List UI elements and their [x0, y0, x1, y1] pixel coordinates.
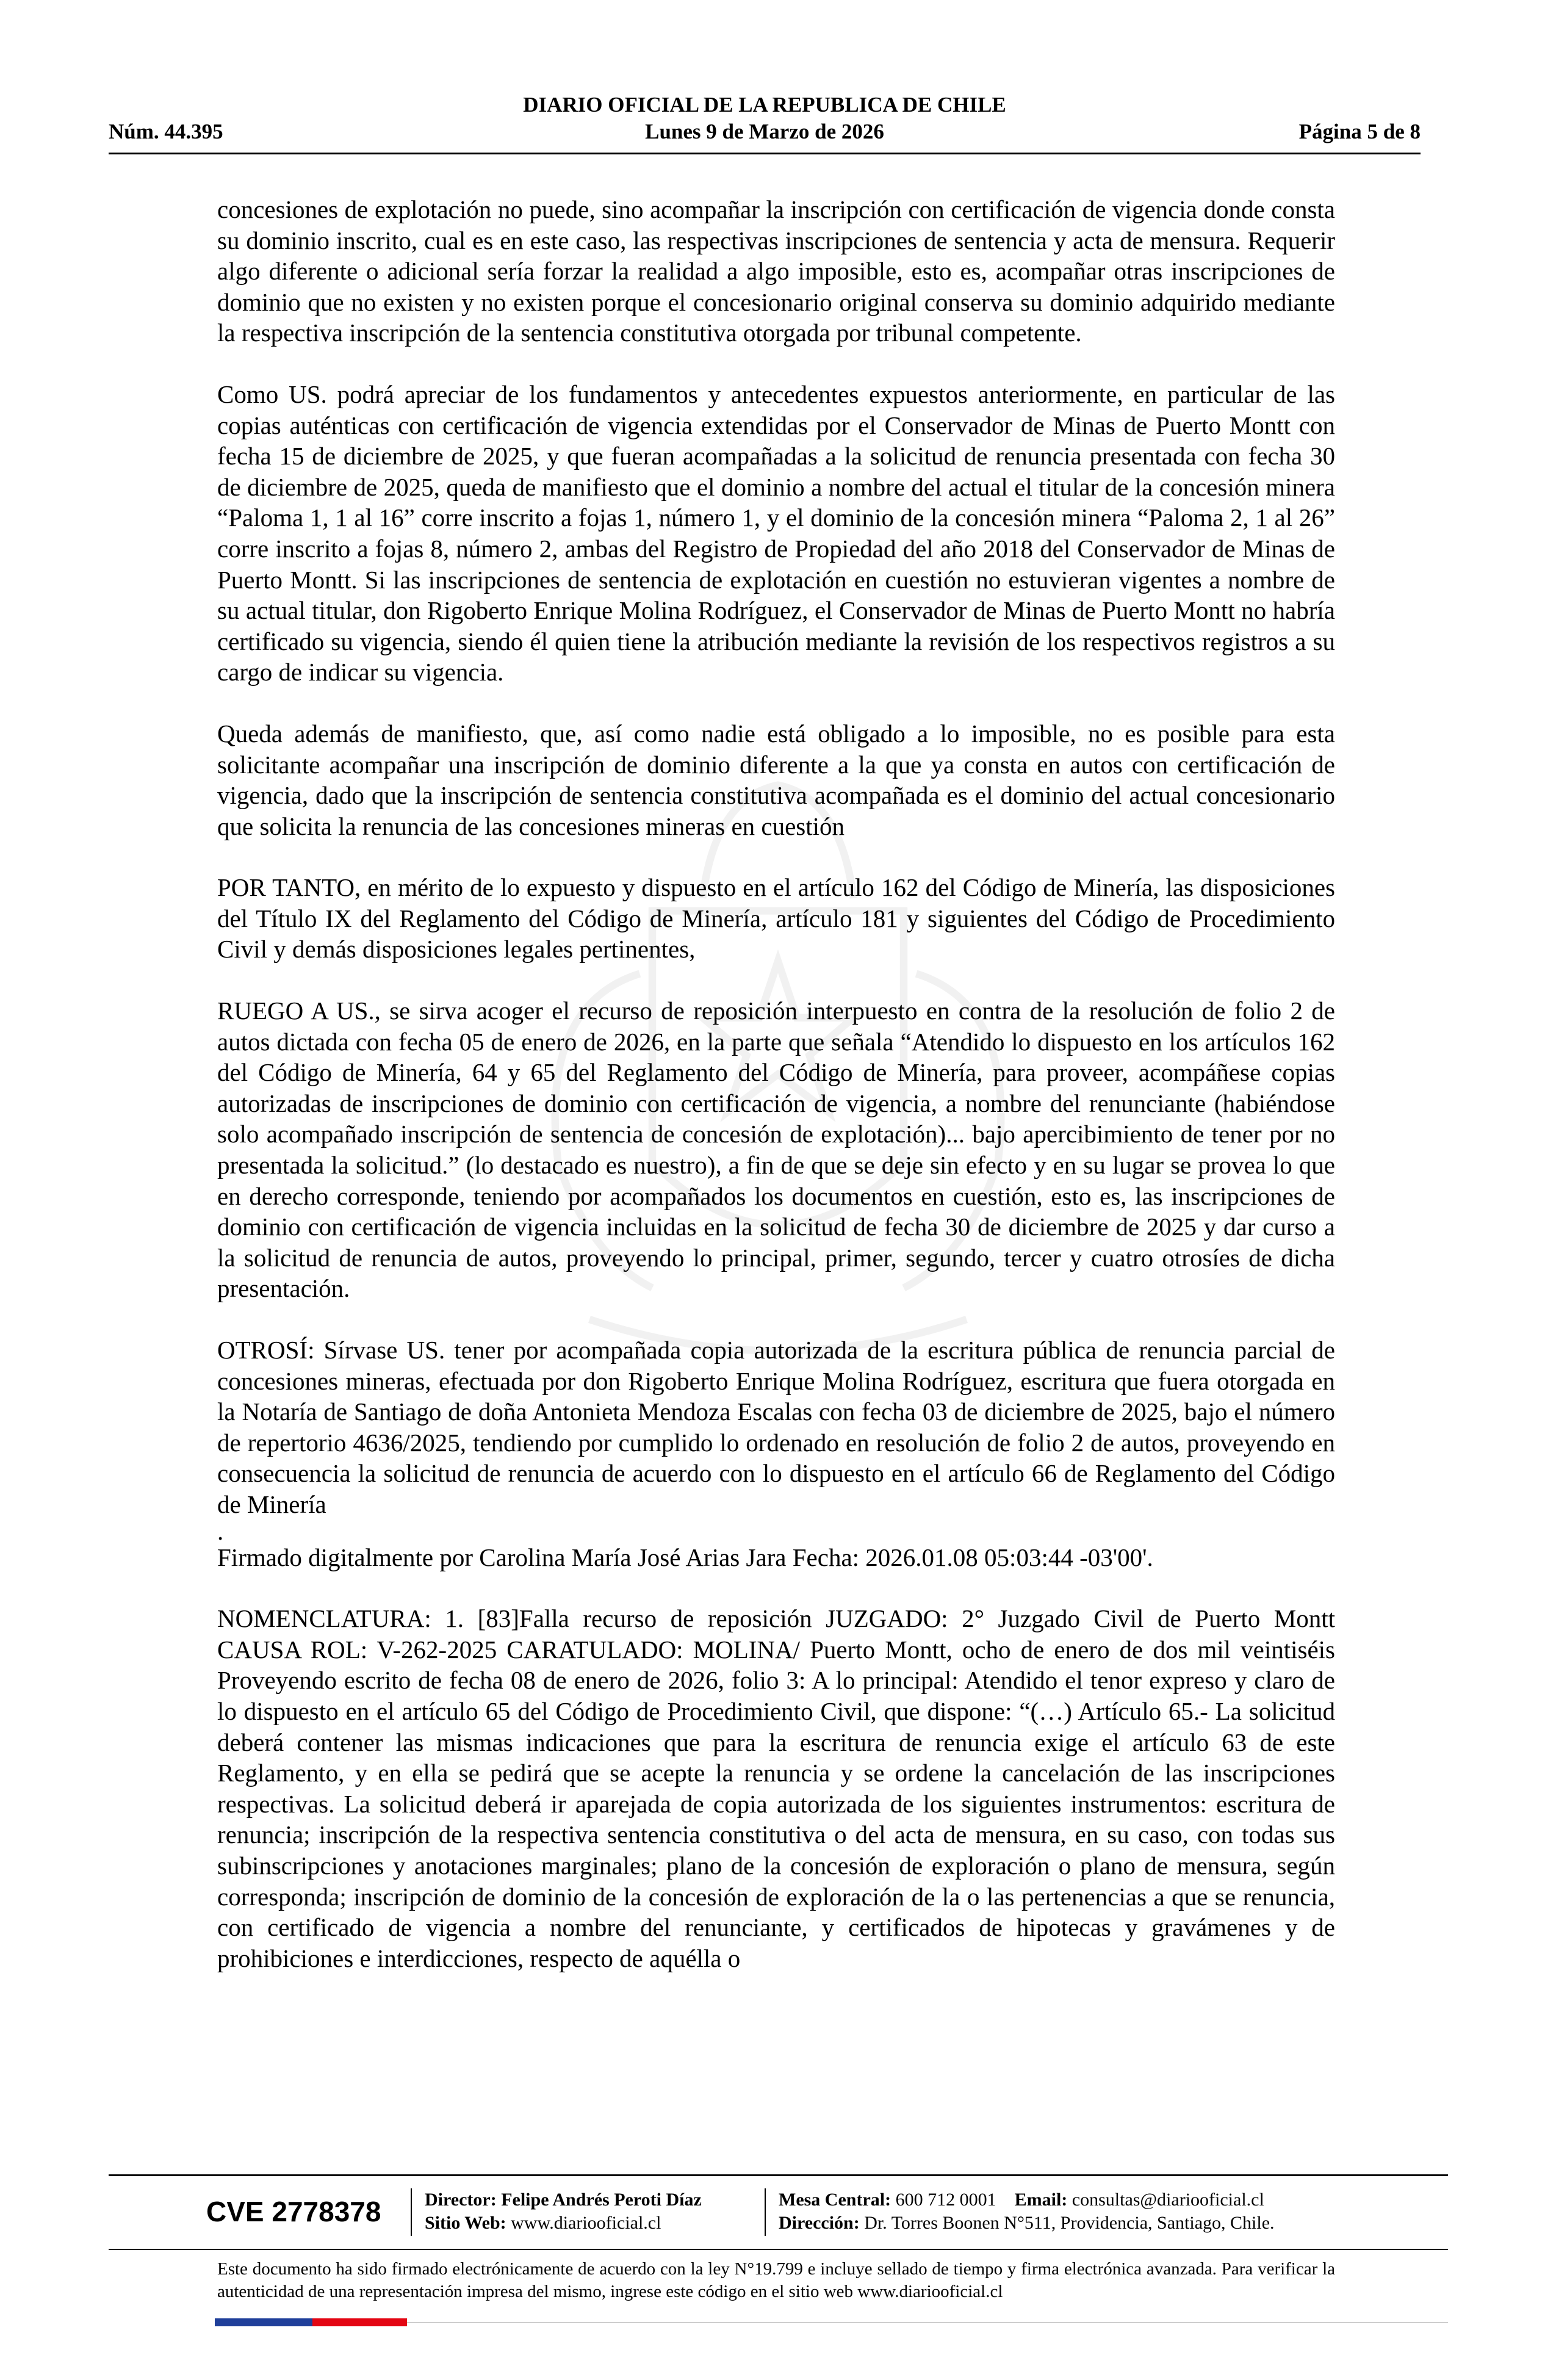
footer-contact-block	[779, 2188, 1275, 2235]
header-divider	[109, 153, 1421, 154]
footer-separator	[411, 2188, 412, 2236]
flag-bar-blue	[215, 2318, 312, 2326]
page-number: Página 5 de 8	[1298, 120, 1421, 143]
flag-bar-line	[407, 2322, 1448, 2323]
issue-number: Núm. 44.395	[109, 120, 223, 143]
director-label: Director:	[425, 2190, 497, 2210]
website-label: Sitio Web:	[425, 2213, 506, 2233]
body-paragraph: concesiones de explotación no puede, sino acompañar la inscripción con certificación de vigencia donde consta su dominio inscrito, cual es en este caso, las respectivas inscripciones de sentencia y acta de mensura. Requerir algo diferente o adicional sería forzar la realidad a algo imposible, esto es, acompañar otras inscripciones de dominio que no existen y no existen porque el concesionario original conserva su dominio adquirido mediante la respectiva inscripción de la sentencia constitutiva otorgada por tribunal competente.	[217, 195, 1335, 347]
body-paragraph: OTROSÍ: Sírvase US. tener por acompañada copia autorizada de la escritura pública de renuncia parcial de concesiones mineras, efectuada por don Rigoberto Enrique Molina Rodríguez, escritura que fuera otorgada en la Notaría de Santiago de doña Antonieta Mendoza Escalas con fecha 03 de diciembre de 2025, bajo el número de repertorio 4636/2025, tendiendo por cumplido lo ordenado en resolución de folio 2 de autos, proveyendo en consecuencia la solicitud de renuncia de acuerdo con lo dispuesto en el artículo 66 de Reglamento del Código de Minería	[217, 1336, 1335, 1518]
footer-divider	[109, 2174, 1448, 2176]
body-paragraph: NOMENCLATURA: 1. [83]Falla recurso de reposición JUZGADO: 2° Juzgado Civil de Puerto Montt CAUSA ROL: V-262-2025 CARATULADO: MOLINA/ Puerto Montt, ocho de enero de dos mil veintiséis Proveyendo escrito de fecha 08 de enero de 2026, folio 3: A lo principal: Atendido el tenor expreso y claro de lo dispuesto en el artículo 65 del Código de Procedimiento Civil, que dispone: “(…) Artículo 65.- La solicitud deberá contener las mismas indicaciones que para la escritura de renuncia exige el artículo 63 de este Reglamento, y en ella se pedirá que se acepte la renuncia y se ordene la cancelación de las inscripciones respectivas. La solicitud deberá ir aparejada de copia autorizada de los siguientes instrumentos: escritura de renuncia; inscripción de la respectiva sentencia constitutiva o del acta de mensura, en su caso, con todas sus subinscripciones y anotaciones marginales; plano de la concesión de exploración o plano de mensura, según corresponda; inscripción de dominio de la concesión de exploración de la o las pertenencias a que se renuncia, con certificado de vigencia a nombre del renunciante, y certificados de hipotecas y gravámenes y de prohibiciones e interdicciones, respecto de aquélla o	[217, 1604, 1335, 1972]
director-name: Felipe Andrés Peroti Díaz	[501, 2190, 702, 2210]
footer-info	[109, 2183, 1448, 2242]
footer-director-block	[425, 2188, 702, 2235]
page-header	[109, 92, 1421, 145]
email-label: Email:	[1014, 2190, 1068, 2210]
phone-number: 600 712 0001	[895, 2190, 996, 2210]
address-text: Dr. Torres Boonen N°511, Providencia, Santiago, Chile.	[864, 2213, 1275, 2233]
signature-line: Firmado digitalmente por Carolina María José Arias Jara Fecha: 2026.01.08 05:03:44 -03'00'.	[217, 1543, 1153, 1571]
address-label: Dirección:	[779, 2213, 860, 2233]
phone-label: Mesa Central:	[779, 2190, 891, 2210]
header-info-row	[109, 118, 1421, 145]
cve-code: CVE 2778378	[206, 2196, 381, 2227]
flag-bar-red	[312, 2318, 407, 2326]
email-link[interactable]: consultas@diariooficial.cl	[1072, 2190, 1264, 2210]
body-paragraph: POR TANTO, en mérito de lo expuesto y dispuesto en el artículo 162 del Código de Minería, las disposiciones del Título IX del Reglamento del Código de Minería, artículo 181 y siguientes del Código de Procedimiento Civil y demás disposiciones legales pertinentes,	[217, 873, 1335, 964]
legal-notice: Este documento ha sido firmado electrónicamente de acuerdo con la ley N°19.799 e incluye sellado de tiempo y firma electrónica avanzada. Para verificar la autenticidad de una representación impresa del mismo, ingrese este código en el sitio web www.diariooficial.cl	[217, 2259, 1335, 2301]
body-paragraph: Queda además de manifiesto, que, así como nadie está obligado a lo imposible, no es posible para esta solicitante acompañar una inscripción de dominio diferente a la que ya consta en autos con certificación de vigencia, dado que la inscripción de sentencia constitutiva acompañada es el dominio del actual concesionario que solicita la renuncia de las concesiones mineras en cuestión	[217, 719, 1335, 840]
publication-title: DIARIO OFICIAL DE LA REPUBLICA DE CHILE	[523, 93, 1006, 117]
footer-divider-bottom	[109, 2249, 1448, 2250]
document-body	[217, 194, 1335, 2004]
body-paragraph: RUEGO A US., se sirva acoger el recurso de reposición interpuesto en contra de la resolución de folio 2 de autos dictada con fecha 05 de enero de 2026, en la parte que señala “Atendido lo dispuesto en los artículos 162 del Código de Minería, 64 y 65 del Reglamento del Código de Minería, para proveer, acompáñese copias autorizadas de inscripciones de dominio con certificación de vigencia, a nombre del renunciante (habiéndose solo acompañado inscripción de sentencia de concesión de explotación)... bajo apercibimiento de tener por no presentada la solicitud.” (lo destacado es nuestro), a fin de que se deje sin efecto y en su lugar se provea lo que en derecho corresponde, teniendo por acompañados los documentos en cuestión, esto es, las inscripciones de dominio con certificación de vigencia incluidas en la solicitud de fecha 30 de diciembre de 2025 y dar curso a la solicitud de renuncia de autos, proveyendo lo principal, primer, segundo, tercer y cuatro otrosíes de dicha presentación.	[217, 997, 1335, 1303]
body-paragraph: .	[217, 1516, 224, 1545]
footer-separator	[765, 2188, 766, 2236]
body-paragraph: Como US. podrá apreciar de los fundamentos y antecedentes expuestos anteriormente, en particular de las copias auténticas con certificación de vigencia extendidas por el Conservador de Minas de Puerto Montt con fecha 15 de diciembre de 2025, y que fueran acompañadas a la solicitud de renuncia presentada con fecha 30 de diciembre de 2025, queda de manifiesto que el dominio a nombre del actual el titular de la concesión minera “Paloma 1, 1 al 16” corre inscrito a fojas 1, número 1, y el dominio de la concesión minera “Paloma 2, 1 al 26” corre inscrito a fojas 8, número 2, ambas del Registro de Propiedad del año 2018 del Conservador de Minas de Puerto Montt. Si las inscripciones de sentencia de explotación en cuestión no estuvieran vigentes a nombre de su actual titular, don Rigoberto Enrique Molina Rodríguez, el Conservador de Minas de Puerto Montt no habría certificado su vigencia, siendo él quien tiene la atribución mediante la revisión de los respectivos registros a su cargo de indicar su vigencia.	[217, 380, 1335, 687]
website-link[interactable]: www.diariooficial.cl	[511, 2213, 661, 2233]
issue-date: Lunes 9 de Marzo de 2026	[645, 120, 884, 143]
